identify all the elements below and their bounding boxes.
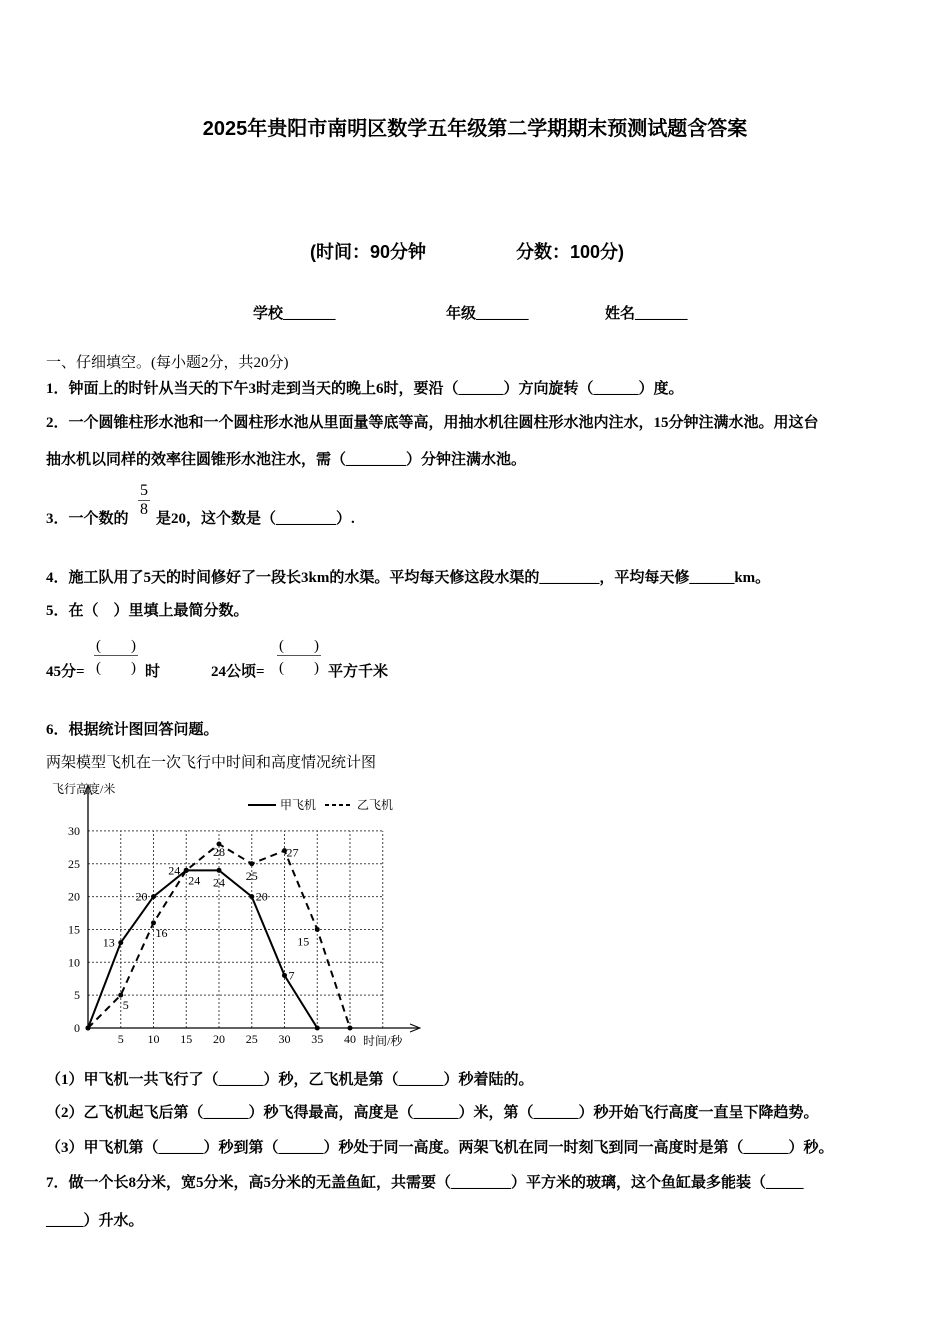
answer-blank[interactable]: ( ) (277, 634, 321, 656)
data-point (348, 1026, 353, 1031)
fraction-numerator: 5 (140, 482, 148, 499)
data-label: 20 (135, 889, 148, 904)
x-tick-label: 25 (245, 1032, 258, 1046)
y-tick-label: 30 (68, 823, 80, 838)
chart-title: 两架模型飞机在一次飞行中时间和高度情况统计图 (46, 755, 377, 771)
data-label: 15 (297, 934, 310, 949)
question-3-prefix: 3．一个数的 (46, 511, 129, 527)
y-tick-label: 0 (74, 1021, 80, 1035)
data-point (217, 868, 222, 873)
question-6-2: （2）乙飞机起飞后第（______）秒飞得最高，高度是（______）米，第（______）秒开始飞行高度一直呈下降趋势。 (46, 1105, 819, 1121)
data-label: 24 (168, 863, 181, 878)
section-heading: 一、仔细填空。(每小题2分，共20分) (46, 355, 289, 371)
question-6-1: （1）甲飞机一共飞行了（______）秒，乙飞机是第（______）秒着陆的。 (46, 1072, 534, 1088)
line-chart (40, 775, 440, 1065)
data-label: 27 (286, 845, 299, 860)
question-7-line2: _____）升水。 (46, 1213, 144, 1229)
x-axis-label: 时间/秒 (363, 1034, 403, 1048)
y-axis-label: 飞行高度/米 (52, 782, 116, 796)
question-3-suffix: 是20，这个数是（________）. (156, 511, 355, 527)
q5-a-prefix: 45分= (46, 664, 85, 680)
q5-a-fraction (94, 634, 138, 677)
school-field[interactable]: 学校_______ (253, 306, 336, 322)
answer-blank[interactable]: ( ) (96, 660, 136, 676)
y-tick-label: 10 (68, 955, 80, 970)
y-tick-label: 5 (74, 988, 80, 1003)
data-point (249, 861, 254, 866)
y-tick-label: 15 (68, 922, 80, 937)
answer-blank[interactable]: ( ) (279, 660, 319, 676)
x-tick-label: 15 (180, 1032, 193, 1046)
data-label: 24 (213, 875, 225, 890)
data-label: 7 (288, 968, 295, 983)
q5-b-fraction (277, 634, 321, 677)
q5-b-prefix: 24公顷= (211, 664, 265, 680)
y-tick-label: 20 (68, 889, 80, 904)
q5-a-suffix: 时 (145, 664, 161, 680)
data-point (151, 894, 156, 899)
exam-score: 分数：100分) (516, 242, 625, 262)
data-point (86, 1026, 91, 1031)
data-point (151, 920, 156, 925)
question-2-line1: 2．一个圆锥柱形水池和一个圆柱形水池从里面量等底等高，用抽水机往圆柱形水池内注水，15分钟注满水池。用这台 (46, 415, 819, 431)
x-tick-label: 30 (278, 1032, 291, 1046)
x-tick-label: 10 (147, 1032, 160, 1046)
data-label: 5 (122, 998, 129, 1013)
question-5: 5．在（ ）里填上最简分数。 (46, 603, 249, 619)
legend-label-jia: 甲飞机 (280, 798, 317, 812)
grade-field[interactable]: 年级_______ (446, 306, 529, 322)
q5-b-suffix: 平方千米 (328, 664, 389, 680)
data-label: 24 (188, 873, 201, 888)
x-tick-label: 20 (213, 1032, 225, 1046)
page-title: 2025年贵阳市南明区数学五年级第二学期期末预测试题含答案 (202, 118, 748, 140)
data-label: 13 (102, 935, 115, 950)
data-label: 20 (255, 889, 268, 904)
data-label: 16 (155, 925, 168, 940)
data-label: 25 (245, 868, 258, 883)
question-6: 6．根据统计图回答问题。 (46, 722, 219, 738)
data-label: 28 (213, 845, 225, 860)
question-2-line2: 抽水机以同样的效率往圆锥形水池注水，需（________）分钟注满水池。 (46, 452, 527, 468)
data-point (118, 993, 123, 998)
fraction-5-8 (138, 482, 150, 519)
answer-blank[interactable]: ( ) (94, 634, 138, 656)
data-point (249, 894, 254, 899)
question-1: 1．钟面上的时针从当天的下午3时走到当天的晚上6时，要沿（______）方向旋转（______）度。 (46, 381, 684, 397)
name-field[interactable]: 姓名_______ (605, 306, 688, 322)
question-6-3: （3）甲飞机第（______）秒到第（______）秒处于同一高度。两架飞机在同一时刻飞到同一高度时是第（______）秒。 (46, 1140, 834, 1156)
x-tick-label: 40 (344, 1032, 356, 1046)
legend-label-yi: 乙飞机 (357, 798, 394, 812)
data-point (315, 1026, 320, 1031)
fraction-denominator: 8 (140, 501, 148, 518)
exam-time: (时间：90分钟 (310, 242, 427, 262)
data-point (315, 927, 320, 932)
data-point (184, 868, 189, 873)
question-7-line1: 7．做一个长8分米，宽5分米，高5分米的无盖鱼缸，共需要（________）平方米的玻璃，这个鱼缸最多能装（_____ (46, 1175, 804, 1191)
data-point (118, 940, 123, 945)
y-tick-label: 25 (68, 856, 80, 871)
x-tick-label: 5 (117, 1032, 124, 1046)
data-point (282, 973, 287, 978)
x-tick-label: 35 (311, 1032, 324, 1046)
question-4: 4．施工队用了5天的时间修好了一段长3km的水渠。平均每天修这段水渠的________，平均每天修______km。 (46, 570, 771, 586)
